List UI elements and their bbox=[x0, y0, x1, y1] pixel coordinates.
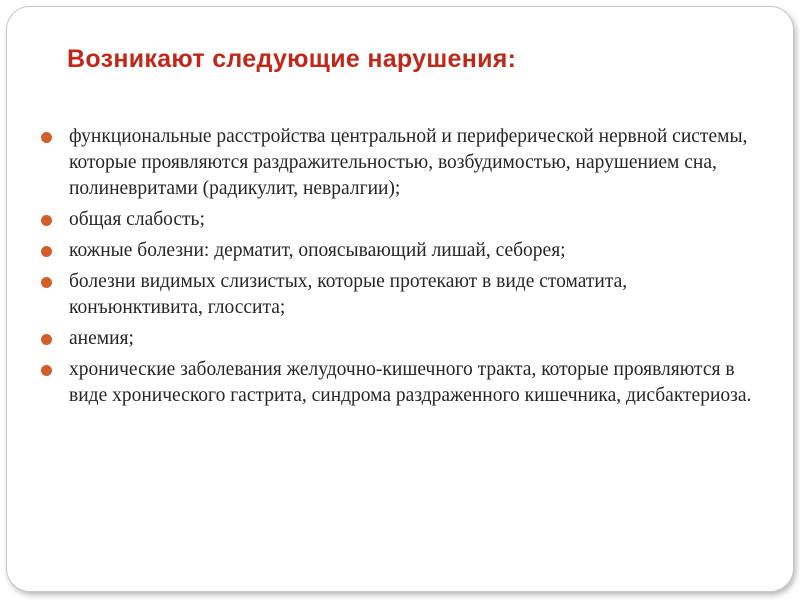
list-item bbox=[41, 326, 761, 352]
list-item bbox=[41, 124, 761, 202]
bullet-dot-icon bbox=[41, 277, 52, 288]
slide-frame bbox=[6, 6, 794, 592]
bullet-dot-icon bbox=[41, 365, 52, 376]
list-item-text: хронические заболевания желудочно-кишечного тракта, которые проявляются в виде хронического гастрита, синдрома раздраженного кишечника, дисбактериоза. bbox=[69, 359, 752, 406]
list-item-text: функциональные расстройства центральной и периферической нервной системы, которые проявляются раздражительностью, возбудимостью, нарушением сна, полиневритами (радикулит, невралгии); bbox=[69, 126, 748, 199]
slide-title: Возникают следующие нарушения: bbox=[67, 45, 517, 73]
list-item bbox=[41, 357, 761, 409]
list-item bbox=[41, 207, 761, 233]
bullet-dot-icon bbox=[41, 334, 52, 345]
list-item-text: общая слабость; bbox=[69, 209, 205, 230]
bullet-dot-icon bbox=[41, 215, 52, 226]
list-item bbox=[41, 238, 761, 264]
list-item-text: анемия; bbox=[69, 328, 134, 349]
bullet-dot-icon bbox=[41, 246, 52, 257]
bullet-dot-icon bbox=[41, 132, 52, 143]
bullet-list bbox=[41, 124, 761, 414]
list-item-text: кожные болезни: дерматит, опоясывающий лишай, себорея; bbox=[69, 240, 566, 261]
list-item bbox=[41, 269, 761, 321]
list-item-text: болезни видимых слизистых, которые протекают в виде стоматита, конъюнктивита, глоссита; bbox=[69, 271, 628, 318]
